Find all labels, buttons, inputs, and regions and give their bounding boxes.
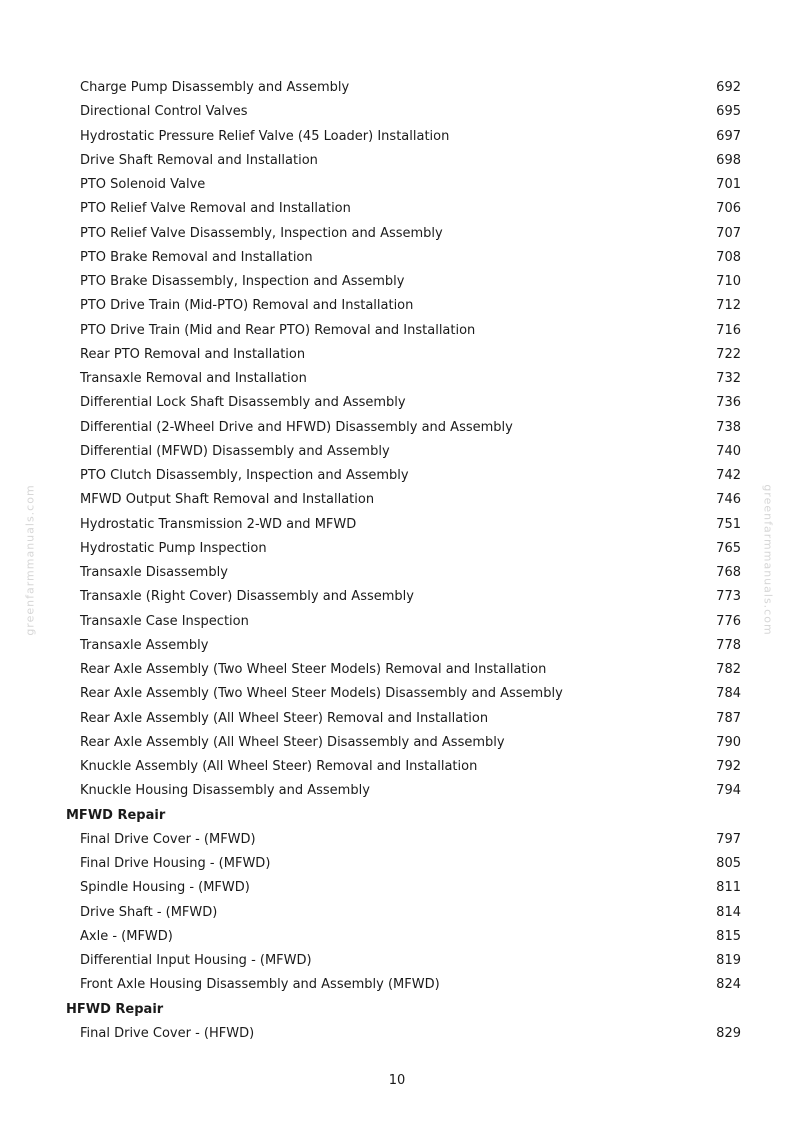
toc-entry[interactable] bbox=[0, 464, 794, 488]
entry-page-number: 814 bbox=[716, 904, 741, 920]
entry-page-number: 784 bbox=[716, 686, 741, 702]
entry-title: Rear Axle Assembly (Two Wheel Steer Models) Disassembly and Assembly bbox=[80, 686, 563, 702]
entry-title: PTO Relief Valve Removal and Installation bbox=[80, 201, 351, 217]
toc-entry[interactable] bbox=[0, 561, 794, 585]
entry-page-number: 824 bbox=[716, 977, 741, 993]
toc-entry[interactable] bbox=[0, 488, 794, 512]
entry-title: Knuckle Housing Disassembly and Assembly bbox=[80, 783, 370, 799]
entry-title: Final Drive Cover - (MFWD) bbox=[80, 831, 256, 847]
toc-entry[interactable] bbox=[0, 876, 794, 900]
entry-title: Axle - (MFWD) bbox=[80, 928, 173, 944]
entry-title: MFWD Output Shaft Removal and Installation bbox=[80, 492, 375, 508]
toc-entry[interactable] bbox=[0, 585, 794, 609]
entry-title: PTO Relief Valve Disassembly, Inspection and Assembly bbox=[80, 225, 443, 241]
entry-page-number: 765 bbox=[716, 540, 741, 556]
entry-page-number: 708 bbox=[716, 249, 741, 265]
toc-entry[interactable] bbox=[0, 779, 794, 803]
toc-entry[interactable] bbox=[0, 537, 794, 561]
toc-entry[interactable] bbox=[0, 513, 794, 537]
toc-entry[interactable] bbox=[0, 222, 794, 246]
entry-page-number: 712 bbox=[716, 298, 741, 314]
entry-page-number: 811 bbox=[716, 880, 741, 896]
toc-entry[interactable] bbox=[0, 682, 794, 706]
entry-page-number: 706 bbox=[716, 201, 741, 217]
entry-page-number: 778 bbox=[716, 637, 741, 653]
entry-title: Differential (2-Wheel Drive and HFWD) Disassembly and Assembly bbox=[80, 419, 513, 435]
toc-section-heading bbox=[0, 998, 794, 1022]
entry-title: Rear Axle Assembly (All Wheel Steer) Removal and Installation bbox=[80, 710, 489, 726]
entry-title: Final Drive Cover - (HFWD) bbox=[80, 1025, 255, 1041]
toc-entry[interactable] bbox=[0, 634, 794, 658]
entry-title: Directional Control Valves bbox=[80, 104, 248, 120]
entry-page-number: 692 bbox=[716, 80, 741, 95]
entry-title: Rear Axle Assembly (All Wheel Steer) Disassembly and Assembly bbox=[80, 734, 505, 750]
entry-page-number: 695 bbox=[716, 104, 741, 120]
entry-title: Differential Input Housing - (MFWD) bbox=[80, 953, 312, 968]
entry-title: Transaxle Assembly bbox=[80, 637, 209, 653]
entry-page-number: 782 bbox=[716, 662, 741, 677]
section-title: HFWD Repair bbox=[66, 1001, 164, 1017]
entry-page-number: 736 bbox=[716, 395, 741, 411]
entry-page-number: 773 bbox=[716, 589, 741, 605]
watermark-left: greenfarmmanuals.com bbox=[23, 484, 37, 636]
entry-title: Final Drive Housing - (MFWD) bbox=[80, 856, 271, 871]
toc-entry[interactable] bbox=[0, 610, 794, 634]
entry-page-number: 707 bbox=[716, 225, 741, 241]
toc-entry[interactable] bbox=[0, 901, 794, 925]
entry-page-number: 797 bbox=[716, 831, 741, 847]
toc-entry[interactable] bbox=[0, 828, 794, 852]
toc-entry[interactable] bbox=[0, 294, 794, 318]
toc-entry[interactable] bbox=[0, 658, 794, 682]
entry-page-number: 792 bbox=[716, 759, 741, 774]
entry-page-number: 722 bbox=[716, 346, 741, 362]
toc-entry[interactable] bbox=[0, 76, 794, 100]
entry-page-number: 787 bbox=[716, 710, 741, 726]
entry-page-number: 776 bbox=[716, 613, 741, 629]
entry-page-number: 738 bbox=[716, 419, 741, 435]
entry-title: Transaxle Removal and Installation bbox=[80, 371, 307, 386]
entry-title: PTO Brake Disassembly, Inspection and Assembly bbox=[80, 274, 405, 289]
page-number: 10 bbox=[388, 1073, 406, 1088]
entry-page-number: 819 bbox=[716, 953, 741, 968]
entry-page-number: 746 bbox=[716, 492, 741, 508]
toc-entry[interactable] bbox=[0, 391, 794, 415]
entry-title: Spindle Housing - (MFWD) bbox=[80, 880, 250, 896]
toc-entry[interactable] bbox=[0, 319, 794, 343]
entry-title: Differential Lock Shaft Disassembly and Assembly bbox=[80, 395, 406, 411]
toc-entry[interactable] bbox=[0, 925, 794, 949]
entry-title: Charge Pump Disassembly and Assembly bbox=[80, 80, 350, 95]
toc-entry[interactable] bbox=[0, 755, 794, 779]
entry-title: Hydrostatic Pump Inspection bbox=[80, 540, 267, 556]
entry-title: Hydrostatic Pressure Relief Valve (45 Loader) Installation bbox=[80, 128, 450, 144]
toc-section-heading bbox=[0, 804, 794, 828]
entry-title: PTO Brake Removal and Installation bbox=[80, 249, 313, 265]
entry-title: Transaxle Case Inspection bbox=[80, 613, 249, 629]
toc-entry[interactable] bbox=[0, 197, 794, 221]
section-title: MFWD Repair bbox=[66, 807, 166, 823]
toc-entry[interactable] bbox=[0, 731, 794, 755]
toc-entry[interactable] bbox=[0, 973, 794, 997]
toc-entry[interactable] bbox=[0, 852, 794, 876]
toc-entry[interactable] bbox=[0, 416, 794, 440]
table-of-contents bbox=[0, 76, 794, 1046]
toc-entry[interactable] bbox=[0, 367, 794, 391]
entry-page-number: 794 bbox=[716, 783, 741, 799]
toc-entry[interactable] bbox=[0, 707, 794, 731]
entry-title: Transaxle (Right Cover) Disassembly and Assembly bbox=[80, 589, 414, 605]
entry-title: Rear Axle Assembly (Two Wheel Steer Models) Removal and Installation bbox=[80, 662, 547, 677]
toc-entry[interactable] bbox=[0, 149, 794, 173]
entry-page-number: 815 bbox=[716, 928, 741, 944]
entry-page-number: 697 bbox=[716, 128, 741, 144]
entry-title: Transaxle Disassembly bbox=[80, 565, 228, 580]
toc-entry[interactable] bbox=[0, 1022, 794, 1046]
toc-entry[interactable] bbox=[0, 949, 794, 973]
entry-page-number: 805 bbox=[716, 856, 741, 871]
entry-title: PTO Clutch Disassembly, Inspection and Assembly bbox=[80, 468, 409, 483]
toc-entry[interactable] bbox=[0, 125, 794, 149]
toc-entry[interactable] bbox=[0, 270, 794, 294]
entry-page-number: 742 bbox=[716, 468, 741, 483]
entry-title: Differential (MFWD) Disassembly and Assembly bbox=[80, 443, 390, 459]
entry-page-number: 732 bbox=[716, 371, 741, 386]
entry-page-number: 698 bbox=[716, 152, 741, 168]
entry-page-number: 751 bbox=[716, 516, 741, 532]
entry-title: Front Axle Housing Disassembly and Assembly (MFWD) bbox=[80, 977, 440, 993]
entry-title: PTO Drive Train (Mid and Rear PTO) Removal and Installation bbox=[80, 322, 476, 338]
toc-entry[interactable] bbox=[0, 440, 794, 464]
entry-page-number: 716 bbox=[716, 322, 741, 338]
toc-entry[interactable] bbox=[0, 173, 794, 197]
toc-entry[interactable] bbox=[0, 343, 794, 367]
entry-page-number: 740 bbox=[716, 443, 741, 459]
entry-page-number: 701 bbox=[716, 177, 741, 192]
entry-title: Rear PTO Removal and Installation bbox=[80, 346, 306, 362]
entry-title: Knuckle Assembly (All Wheel Steer) Removal and Installation bbox=[80, 759, 478, 774]
entry-title: PTO Solenoid Valve bbox=[80, 177, 206, 192]
entry-title: Drive Shaft Removal and Installation bbox=[80, 152, 318, 168]
entry-title: Hydrostatic Transmission 2-WD and MFWD bbox=[80, 516, 357, 532]
entry-page-number: 768 bbox=[716, 565, 741, 580]
toc-entry[interactable] bbox=[0, 100, 794, 124]
watermark-right: greenfarmmanuals.com bbox=[761, 484, 775, 636]
entry-page-number: 829 bbox=[716, 1025, 741, 1041]
entry-title: PTO Drive Train (Mid-PTO) Removal and Installation bbox=[80, 298, 414, 314]
toc-entry[interactable] bbox=[0, 246, 794, 270]
entry-page-number: 710 bbox=[716, 274, 741, 289]
entry-page-number: 790 bbox=[716, 734, 741, 750]
entry-title: Drive Shaft - (MFWD) bbox=[80, 904, 218, 920]
